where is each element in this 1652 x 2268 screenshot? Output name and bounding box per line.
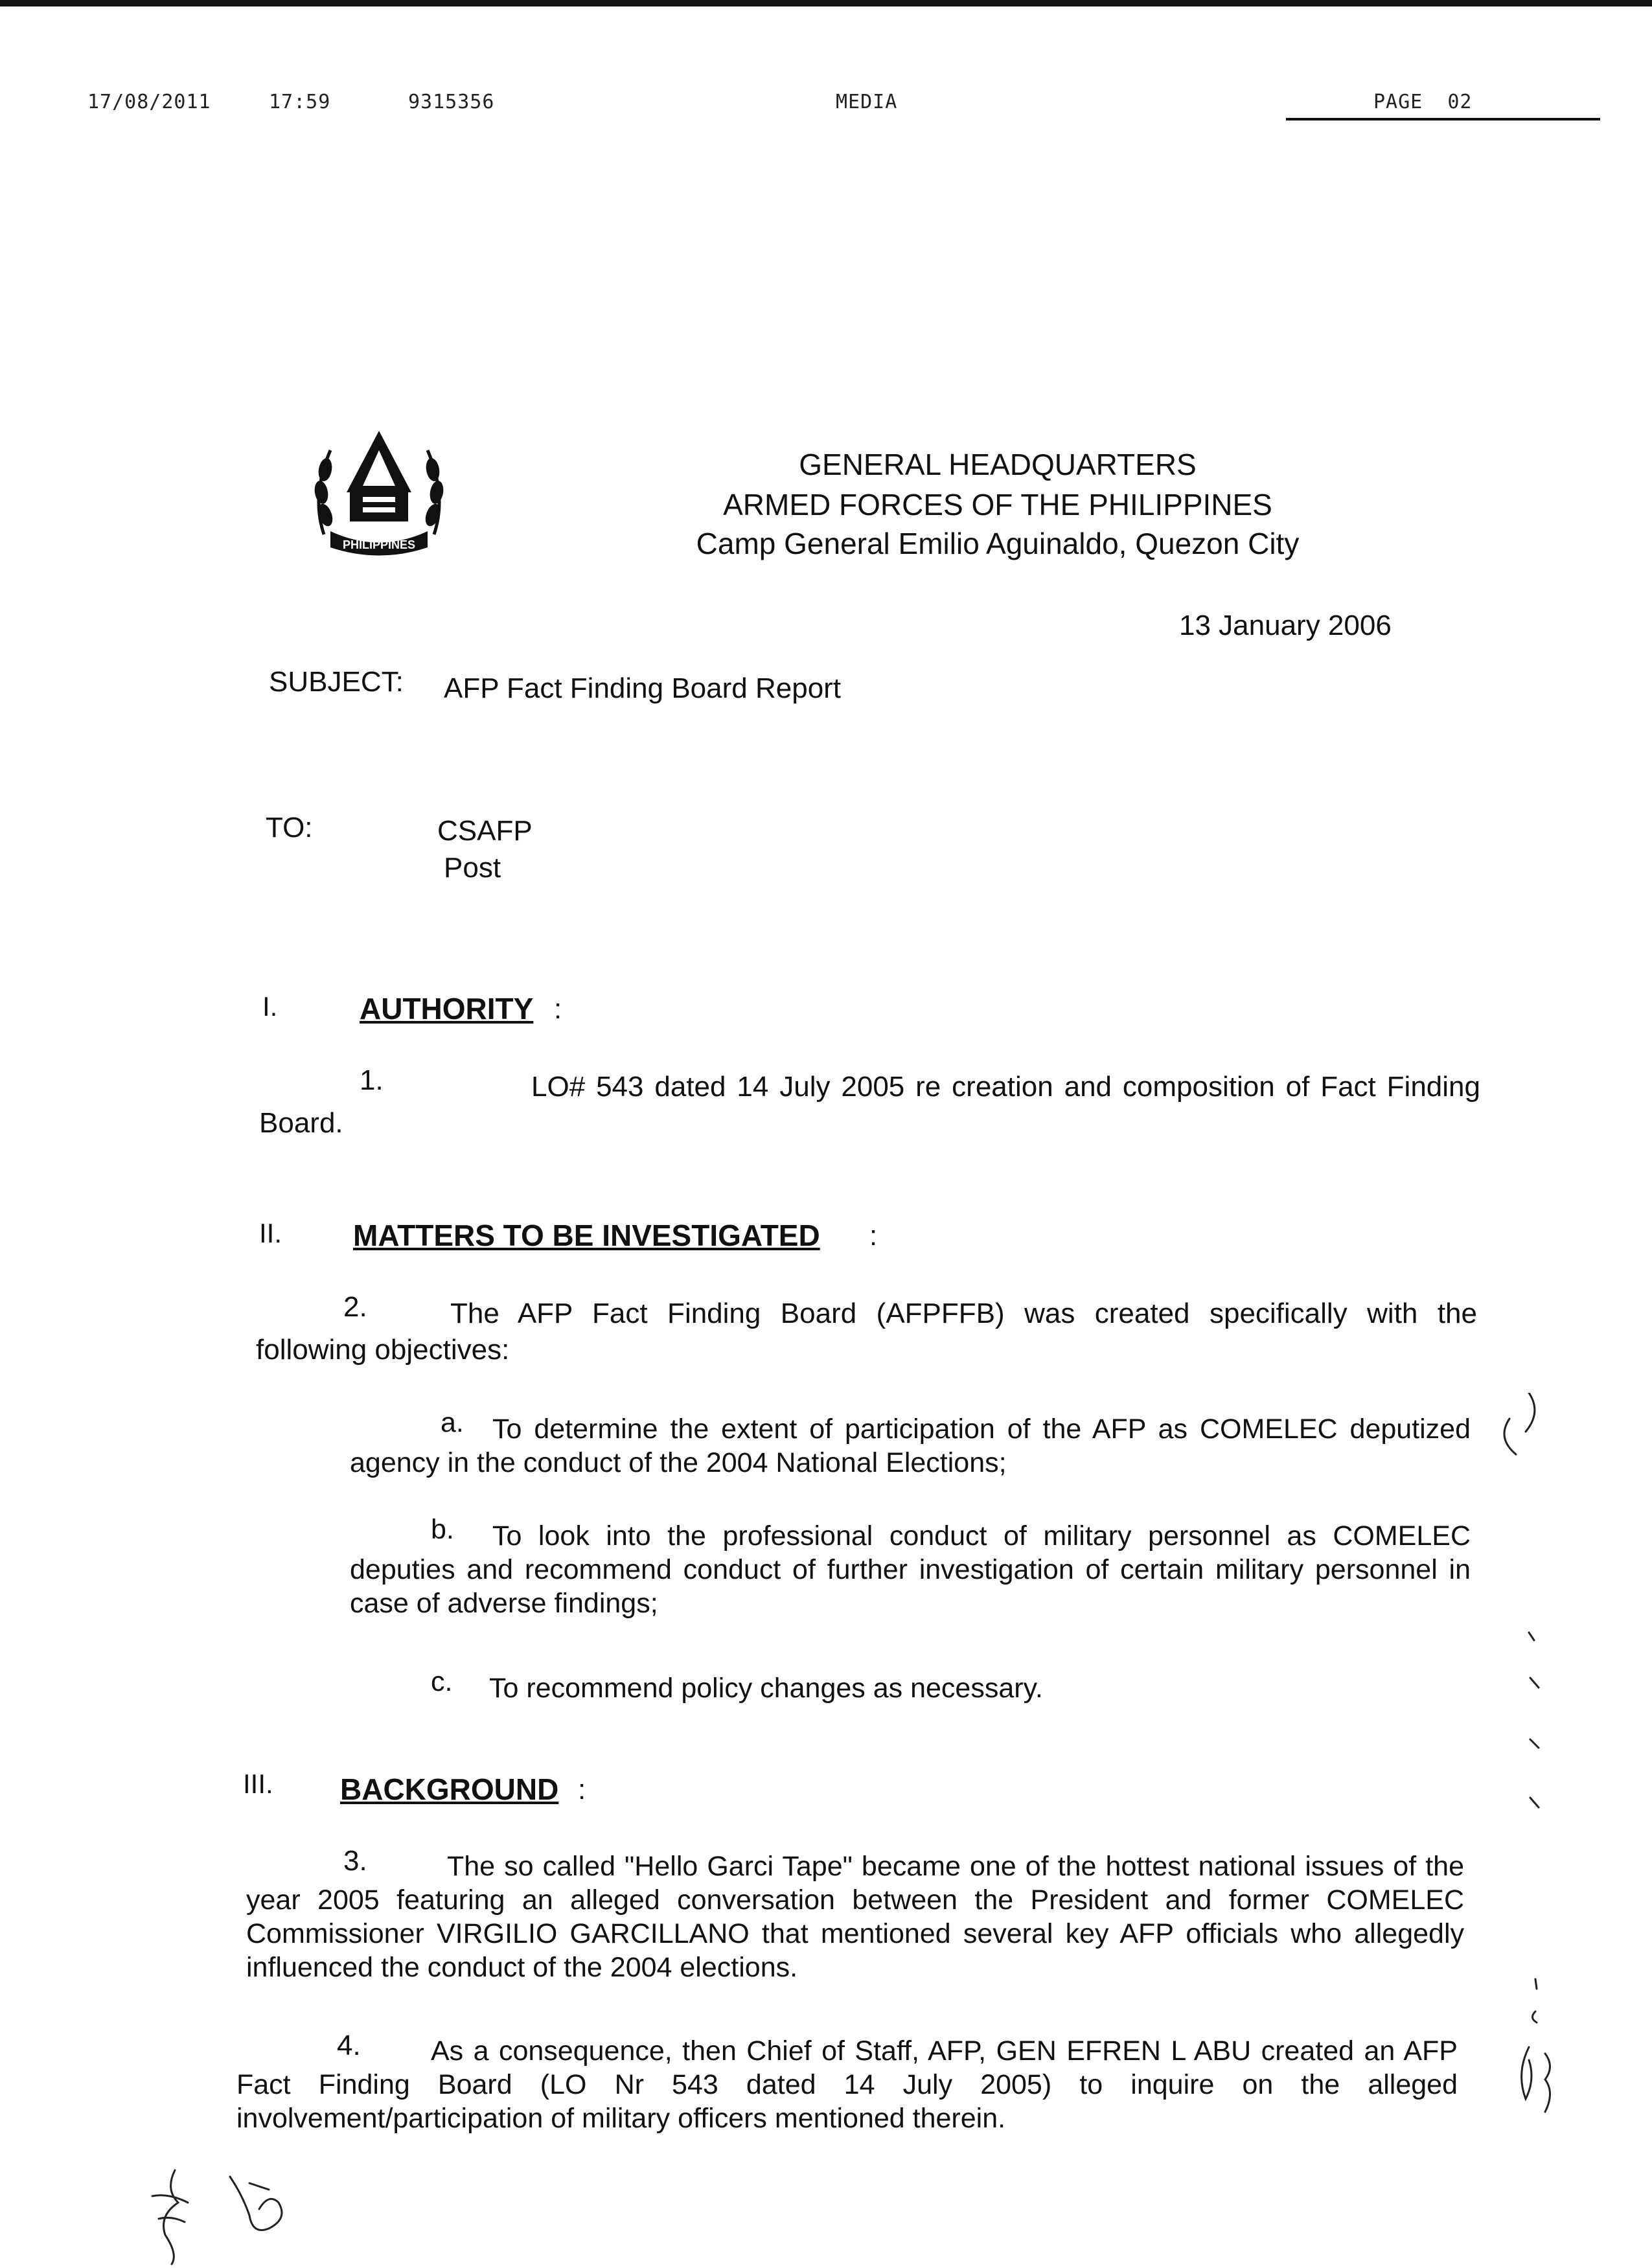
margin-handwriting xyxy=(1490,1393,1568,2138)
section-ii-number: II. xyxy=(259,1218,282,1248)
objective-b-text: To look into the professional conduct of military personnel as COMELEC deputies and recommend conduct of further investigation of certain military personnel in case of adverse findings; xyxy=(350,1520,1471,1619)
to-line2: Post xyxy=(444,852,501,884)
page-top-edge xyxy=(0,0,1652,6)
para-3-number: 3. xyxy=(343,1845,367,1877)
para-1-text: LO# 543 dated 14 July 2005 re creation and composition of Fact Finding Board. xyxy=(259,1071,1480,1139)
handwritten-initials xyxy=(139,2157,334,2267)
para-4-number: 4. xyxy=(337,2030,361,2061)
section-iii-number: III. xyxy=(243,1769,273,1799)
section-i-number: I. xyxy=(262,991,278,1022)
letterhead-line3: Camp General Emilio Aguinaldo, Quezon City xyxy=(696,527,1300,560)
to-label: TO: xyxy=(266,812,313,843)
seal-banner-text: PHILIPPINES xyxy=(342,538,416,551)
section-ii-title: MATTERS TO BE INVESTIGATED xyxy=(353,1219,820,1252)
section-i-colon: : xyxy=(554,993,562,1025)
subject-label: SUBJECT: xyxy=(269,666,404,698)
para-4-text: As a consequence, then Chief of Staff, AFP, GEN EFREN L ABU created an AFP Fact Finding Board (LO Nr 543 dated 14 July 2005) to inquire on the alleged involvement/participation of military officers mentioned therein. xyxy=(236,2035,1458,2134)
para-2-text: The AFP Fact Finding Board (AFPFFB) was created specifically with the following objectives: xyxy=(256,1298,1477,1366)
section-iii-title: BACKGROUND xyxy=(340,1772,559,1806)
fax-page: PAGE 02 xyxy=(1373,91,1473,113)
section-i-title: AUTHORITY xyxy=(360,992,534,1025)
to-line1: CSAFP xyxy=(437,815,533,847)
fax-number: 9315356 xyxy=(408,91,495,113)
objective-c-label: c. xyxy=(431,1666,453,1697)
fax-time: 17:59 xyxy=(269,91,331,113)
afp-seal-icon xyxy=(304,424,453,560)
subject-value: AFP Fact Finding Board Report xyxy=(444,672,842,704)
section-ii-colon: : xyxy=(869,1220,878,1252)
objective-a-text: To determine the extent of participation of the AFP as COMELEC deputized agency in the conduct of the 2004 National Elections; xyxy=(350,1414,1471,1478)
document-date: 13 January 2006 xyxy=(1179,610,1392,641)
objective-b-label: b. xyxy=(431,1514,454,1545)
fax-sender: MEDIA xyxy=(836,91,898,113)
para-2-number: 2. xyxy=(343,1291,367,1323)
para-3-text: The so called "Hello Garci Tape" became one of the hottest national issues of the year 2005 featuring an alleged conversation between the President and former COMELEC Commissioner VIRGILIO GARCILLANO that mentioned several key AFP officials who allegedly influenced the conduct of the 2004 elections. xyxy=(246,1851,1464,1983)
letterhead-line2: ARMED FORCES OF THE PHILIPPINES xyxy=(723,488,1272,521)
fax-date: 17/08/2011 xyxy=(87,91,211,113)
letterhead-line1: GENERAL HEADQUARTERS xyxy=(799,448,1197,481)
objective-c-text: To recommend policy changes as necessary. xyxy=(489,1673,1043,1704)
fax-header-rule xyxy=(1286,118,1600,120)
section-iii-colon: : xyxy=(578,1774,586,1805)
para-1-number: 1. xyxy=(360,1064,384,1096)
objective-a-label: a. xyxy=(441,1407,464,1438)
